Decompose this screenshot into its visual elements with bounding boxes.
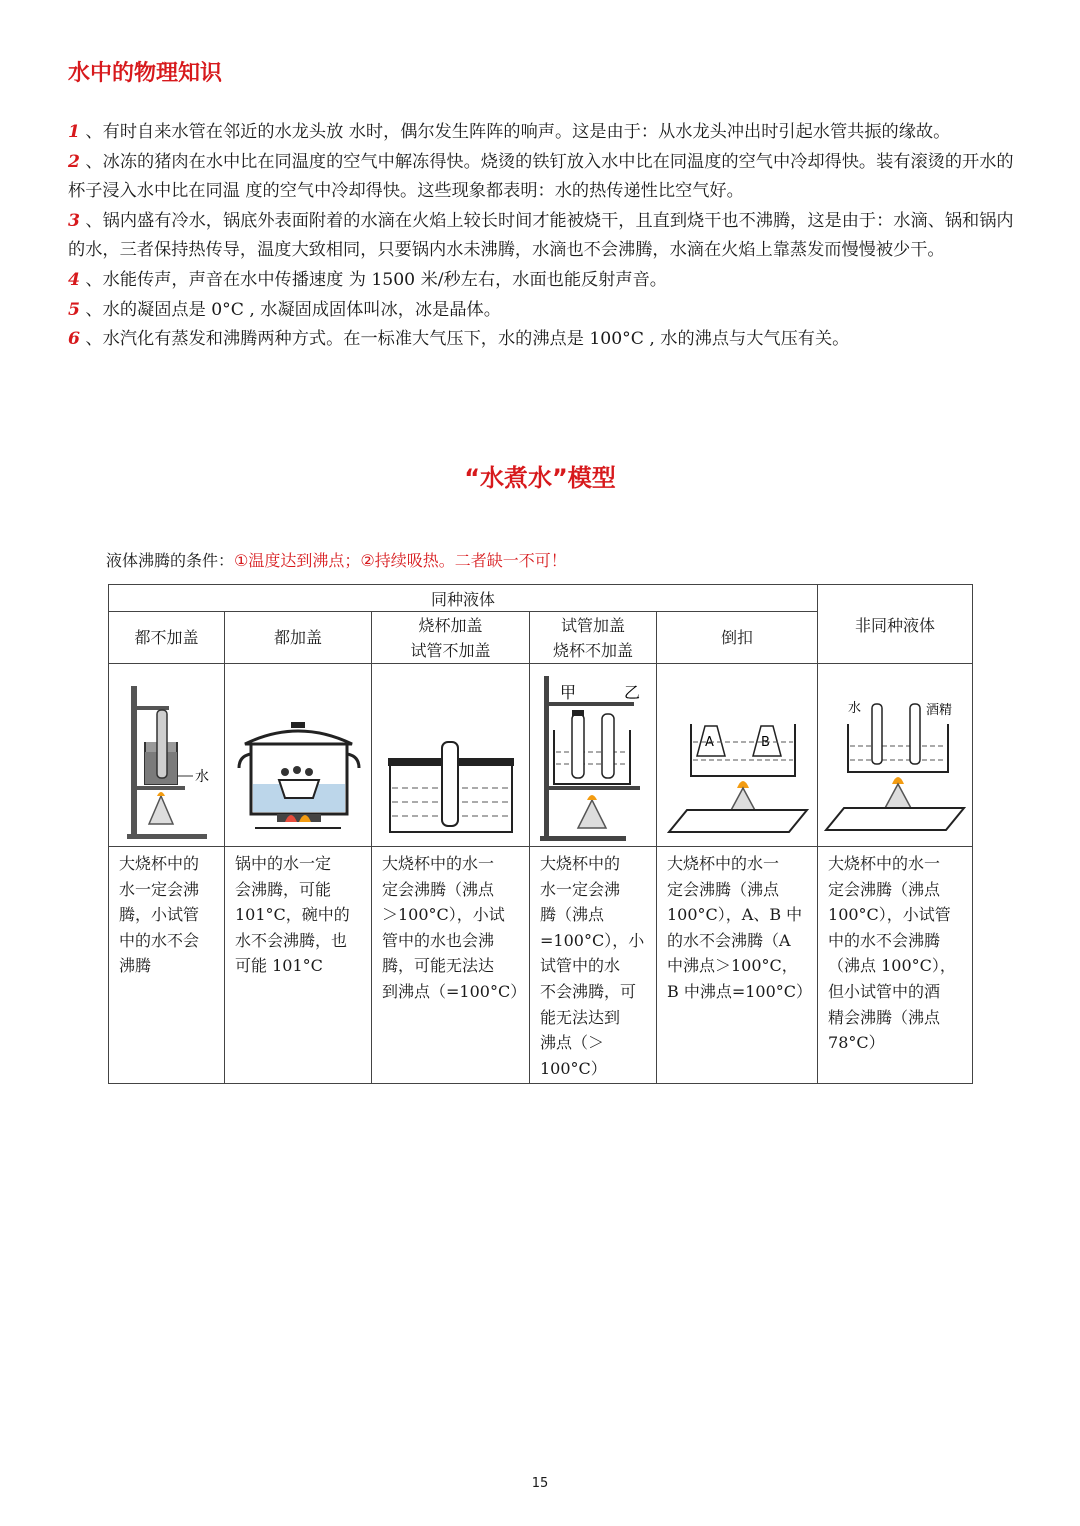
alcohol-label: 酒精 <box>926 703 953 718</box>
water-label: 水 <box>848 701 862 716</box>
lid-knob <box>291 722 305 728</box>
image-cell <box>657 664 818 847</box>
item-number: 5 <box>68 299 80 320</box>
item-separator: 、 <box>79 210 103 231</box>
description-line: 定会沸腾（沸点 <box>828 879 941 899</box>
description-line: 腾，可能无法达 <box>382 956 495 976</box>
clamp-bar <box>544 702 634 706</box>
image-cell <box>225 664 372 847</box>
description-line: 中的水不会 <box>119 930 200 950</box>
description-cell <box>657 847 818 1084</box>
description-line: 到沸点（=100°C） <box>382 981 527 1001</box>
pot-handle-right <box>347 754 359 768</box>
page-number: 15 <box>531 1476 549 1491</box>
item-text: 水汽化有蒸发和沸腾两种方式。在一标准大气压下，水的沸点是 100°C , 水的沸点与大气压有关。 <box>102 329 850 350</box>
apparatus-covered-tube-image <box>530 664 657 846</box>
item-text: 锅内盛有冷水，锅底外表面附着的水滴在火焰上较长时间才能被烧干，且直到烧干也不沸腾，这是由于：水滴、锅和锅内的水，三者保持热传导，温度大致相同，只要锅内水未沸腾，水滴也不会沸腾，水滴在火焰上靠蒸发而慢慢被少干。 <box>68 210 1014 261</box>
header-line: 烧杯不加盖 <box>552 640 633 660</box>
stand-rod <box>544 676 549 840</box>
water-label: 水 <box>195 769 209 785</box>
description-line: 101°C，碗中的 <box>235 905 350 925</box>
item-text: 水能传声，声音在水中传播速度 为 1500 米/秒左右，水面也能反射声音。 <box>102 269 667 290</box>
cup-b-label: B <box>761 735 770 750</box>
alcohol-lamp <box>884 784 912 810</box>
image-cell <box>109 664 225 847</box>
image-cell <box>530 664 657 847</box>
tube-stopper <box>572 710 584 716</box>
image-cell <box>372 664 530 847</box>
beaker <box>848 724 948 772</box>
bubble <box>293 766 301 774</box>
column-header <box>372 612 530 664</box>
apparatus-different-liquids-image <box>818 664 973 846</box>
description-line: 大烧杯中的 <box>119 854 200 873</box>
description-line: 定会沸腾（沸点 <box>382 879 495 899</box>
flame <box>157 792 165 796</box>
column-header <box>657 612 818 664</box>
description-line: 水一定会沸 <box>540 879 621 899</box>
apparatus-inverted-cups-image <box>657 664 818 846</box>
description-line: 水不会沸腾，也 <box>235 930 348 950</box>
description-line: 100°C），A、B 中 <box>667 905 803 925</box>
test-tube <box>442 742 458 826</box>
description-line: 100°C） <box>540 1058 607 1078</box>
beaker <box>554 730 630 784</box>
table-surface <box>669 810 807 832</box>
description-cell <box>225 847 372 1084</box>
flame <box>587 795 597 800</box>
item-number: 2 <box>68 151 80 172</box>
description-line: 但小试管中的酒 <box>828 981 941 1001</box>
image-cell <box>818 664 973 847</box>
item-separator: 、 <box>79 122 103 142</box>
list-item <box>68 207 1018 266</box>
item-number: 1 <box>68 122 80 142</box>
stand-rod <box>131 686 137 838</box>
test-tube-yi <box>602 714 614 778</box>
list-item <box>68 118 1018 148</box>
ring <box>137 786 185 790</box>
description-line: 大烧杯中的水一 <box>382 854 495 873</box>
item-text: 冰冻的猪肉在水中比在同温度的空气中解冻得快。烧烫的铁钉放入水中比在同温度的空气中冷却得快。装有滚烫的开水的杯子浸入水中比在同温 度的空气中冷却得快。这些现象都表明：水的热传递性比空气好。 <box>68 151 1014 202</box>
header-line: 都不加盖 <box>134 628 199 647</box>
header-line: 烧杯加盖 <box>418 615 483 635</box>
test-tube-jia <box>572 714 584 778</box>
test-tube-water <box>872 704 882 764</box>
description-cell <box>109 847 225 1084</box>
knowledge-list <box>68 118 1018 355</box>
description-line: 大烧杯中的水一 <box>828 854 941 873</box>
group-header-same-liquid: 同种液体 <box>109 585 818 612</box>
stand-base <box>540 836 626 841</box>
description-line: 的水不会沸腾（A <box>667 930 791 950</box>
item-text: 水的凝固点是 0°C , 水凝固成固体叫冰，冰是晶体。 <box>102 299 501 320</box>
item-separator: 、 <box>79 299 103 320</box>
description-line: 沸腾 <box>119 956 152 976</box>
column-header <box>109 612 225 664</box>
column-header <box>225 612 372 664</box>
jia-label: 甲 <box>560 683 577 702</box>
pot-lid <box>245 731 352 744</box>
bubble <box>281 768 289 776</box>
description-cell <box>530 847 657 1084</box>
condition-value: ①温度达到沸点；②持续吸热。二者缺一不可！ <box>234 551 567 570</box>
header-line: 试管不加盖 <box>410 640 491 660</box>
boiling-condition <box>106 548 567 571</box>
cup-a-label: A <box>705 735 714 750</box>
table-description-row <box>109 847 973 1084</box>
description-line: 中的水不会沸腾 <box>828 930 941 950</box>
list-item <box>68 266 1018 296</box>
description-cell <box>372 847 530 1084</box>
stand-base <box>127 834 207 839</box>
list-item <box>68 296 1018 326</box>
apparatus-open-beaker-image <box>109 664 225 846</box>
alcohol-lamp <box>578 800 606 828</box>
item-text: 有时自来水管在邻近的水龙头放 水时，偶尔发生阵阵的响声。这是由于：从水龙头冲出时引起水管共振的缘故。 <box>102 122 951 142</box>
item-number: 6 <box>68 329 80 350</box>
description-line: 能无法达到 <box>540 1007 621 1027</box>
apparatus-covered-beaker-image <box>372 664 530 846</box>
description-line: 管中的水也会沸 <box>382 930 495 950</box>
yi-label: 乙 <box>624 683 641 702</box>
description-line: 大烧杯中的水一 <box>667 854 780 873</box>
description-line: 中沸点＞100°C， <box>667 956 798 976</box>
description-line: 腾，小试管 <box>119 905 200 925</box>
description-line: 100°C），小试管 <box>828 905 951 925</box>
test-tube <box>157 710 167 778</box>
description-line: 腾（沸点 <box>540 905 605 925</box>
section-title-water-boil-model: “水煮水”模型 <box>464 464 616 492</box>
description-cell <box>818 847 973 1084</box>
column-header <box>530 612 657 664</box>
test-tube-alcohol <box>910 704 920 764</box>
apparatus-covered-pot-image <box>225 664 372 846</box>
description-line: 可能 101°C <box>235 956 323 976</box>
list-item <box>68 148 1018 207</box>
description-line: 78°C） <box>828 1033 885 1053</box>
description-line: =100°C），小 <box>540 930 645 950</box>
item-number: 4 <box>68 269 80 290</box>
header-different-liquid: 非同种液体 <box>818 585 973 664</box>
bowl <box>279 780 319 798</box>
item-separator: 、 <box>79 269 103 290</box>
boiling-comparison-table <box>108 584 973 1084</box>
description-line: 沸点（＞ <box>540 1033 605 1053</box>
pot-handle-left <box>239 754 251 768</box>
description-line: ＞100°C），小试 <box>382 905 505 925</box>
gas-burner <box>277 814 321 822</box>
item-number: 3 <box>68 210 80 231</box>
alcohol-lamp <box>149 796 173 824</box>
header-line: 试管加盖 <box>560 615 625 635</box>
description-line: 会沸腾，可能 <box>235 879 332 899</box>
table-header-row <box>109 585 973 612</box>
description-line: 大烧杯中的 <box>540 854 621 873</box>
item-separator: 、 <box>79 329 103 350</box>
section-title-water-physics: 水中的物理知识 <box>68 61 223 86</box>
header-line: 都加盖 <box>273 628 322 647</box>
description-line: 试管中的水 <box>540 956 621 976</box>
description-line: 水一定会沸 <box>119 879 200 899</box>
ring <box>544 786 640 790</box>
bubble <box>305 768 313 776</box>
condition-label: 液体沸腾的条件： <box>106 551 235 570</box>
description-line: 不会沸腾，可 <box>540 981 637 1001</box>
table-surface <box>826 808 964 830</box>
description-line: 精会沸腾（沸点 <box>828 1007 941 1027</box>
item-separator: 、 <box>79 151 103 172</box>
description-line: 锅中的水一定 <box>235 854 332 873</box>
description-line: （沸点 100°C）， <box>828 956 956 976</box>
header-line: 倒扣 <box>721 628 754 647</box>
list-item <box>68 325 1018 355</box>
description-line: B 中沸点=100°C） <box>667 981 813 1001</box>
table-image-row <box>109 664 973 847</box>
description-line: 定会沸腾（沸点 <box>667 879 780 899</box>
